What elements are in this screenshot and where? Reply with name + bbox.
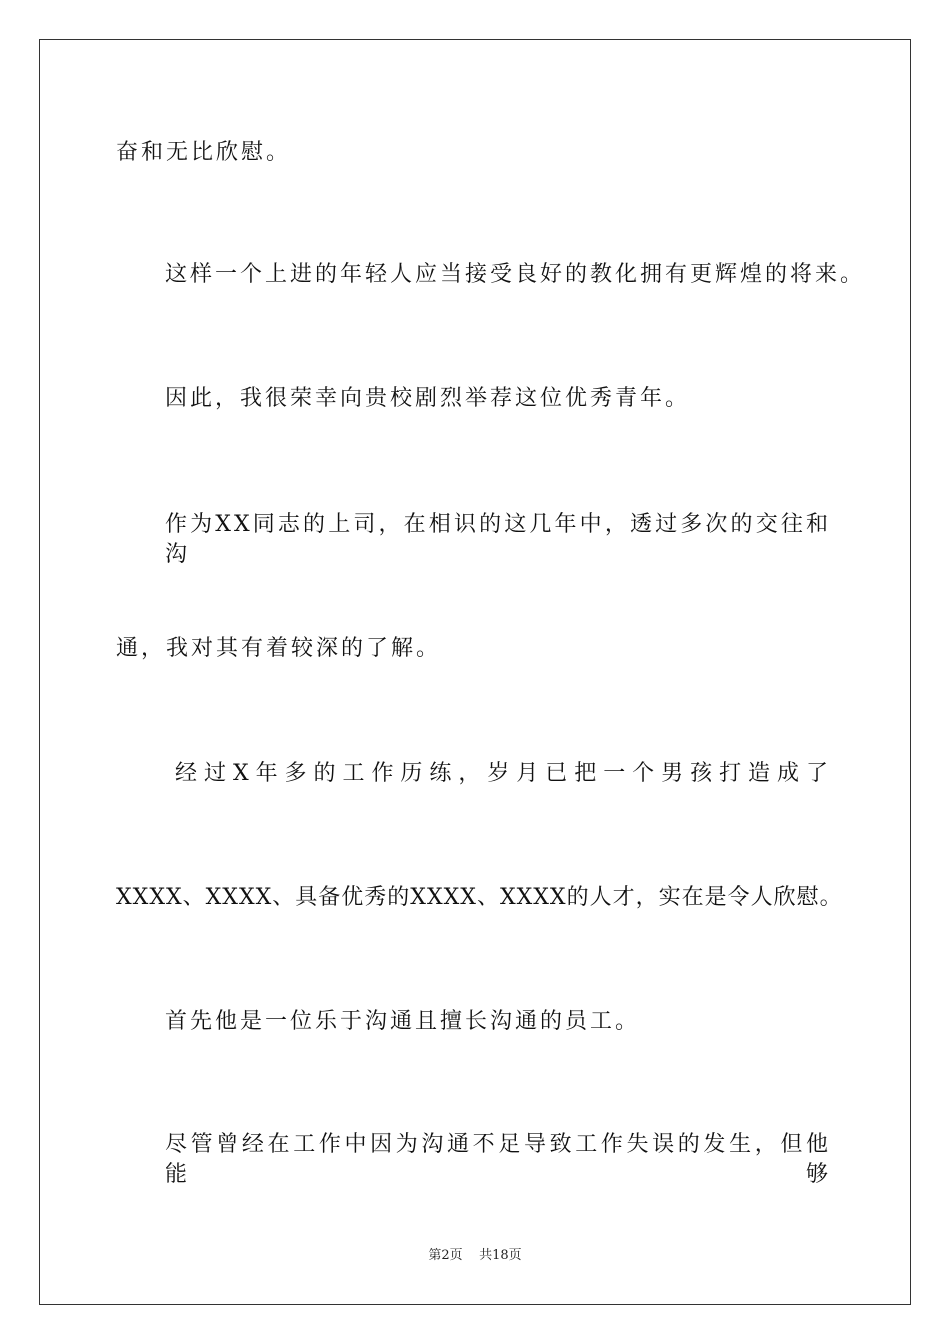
paragraph-line-8: 首先他是一位乐于沟通且擅长沟通的员工。 [165,1009,641,1034]
paragraph-line-4: 作为XX同志的上司，在相识的这几年中，透过多次的交往和沟 [165,512,831,567]
page-border [39,39,911,1305]
page-total: 共18页 [479,1248,522,1263]
paragraph-line-1: 奋和无比欣慰。 [116,140,292,165]
paragraph-line-5: 通，我对其有着较深的了解。 [116,636,442,661]
page-footer [0,1247,950,1265]
paragraph-line-3: 因此，我很荣幸向贵校剧烈举荐这位优秀青年。 [165,386,691,411]
paragraph-line-9: 尽管曾经在工作中因为沟通不足导致工作失误的发生，但他能够 [165,1132,831,1187]
paragraph-line-6: 经过X年多的工作历练，岁月已把一个男孩打造成了 [175,761,831,786]
paragraph-line-7: XXXX、XXXX、具备优秀的XXXX、XXXX的人才，实在是令人欣慰。 [116,885,843,910]
page-number: 第2页 [428,1248,463,1263]
paragraph-line-2: 这样一个上进的年轻人应当接受良好的教化拥有更辉煌的将来。 [165,262,866,287]
